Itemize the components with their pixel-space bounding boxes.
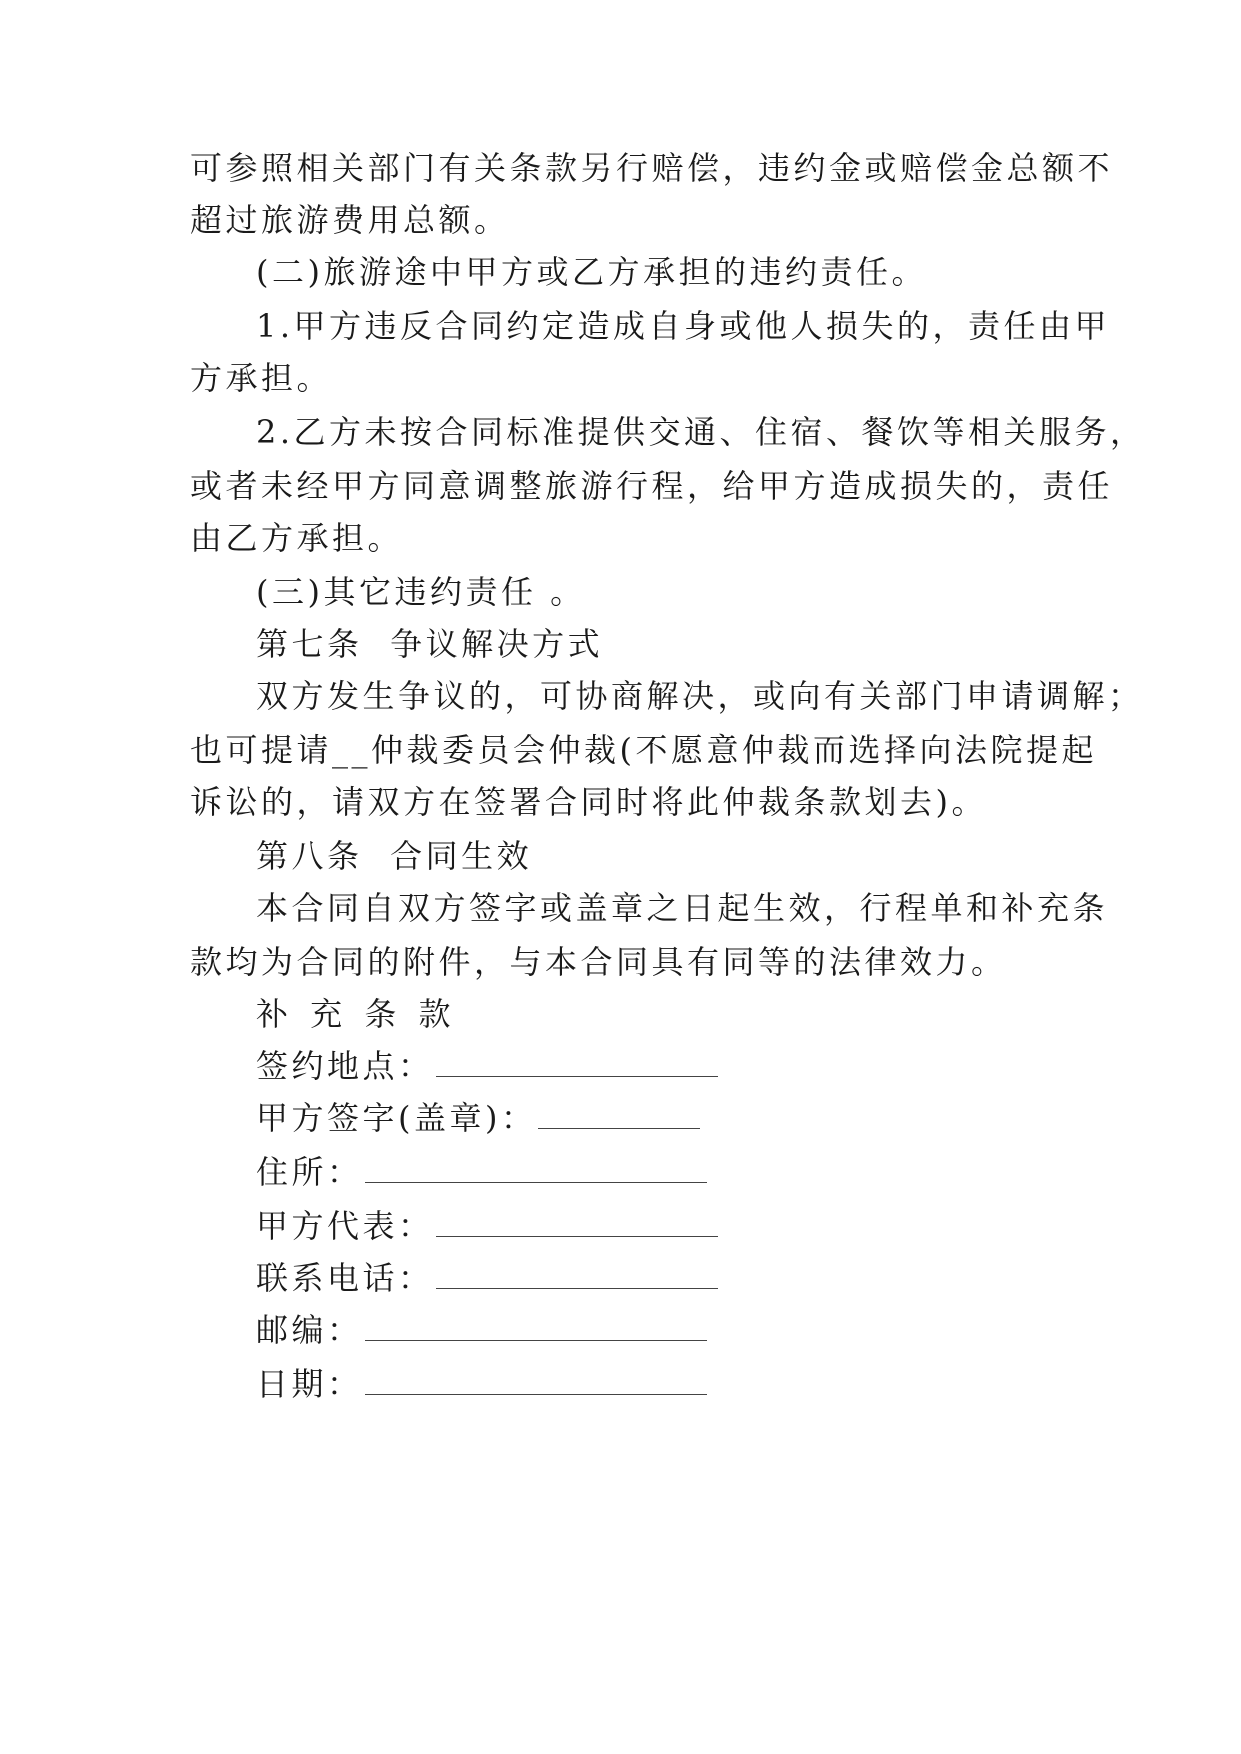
field-label: 甲方签字(盖章)： bbox=[256, 1099, 537, 1137]
signing-place-blank[interactable] bbox=[436, 1046, 718, 1077]
field-label: 甲方代表： bbox=[256, 1207, 434, 1245]
section-heading: (三)其它违约责任 。 bbox=[256, 573, 586, 611]
party-a-signature-blank[interactable] bbox=[538, 1098, 700, 1129]
paragraph-line: 诉讼的，请双方在签署合同时将此仲裁条款划去)。 bbox=[190, 783, 987, 821]
paragraph-line: 双方发生争议的，可协商解决，或向有关部门申请调解； bbox=[256, 677, 1144, 715]
section-heading: (二)旅游途中甲方或乙方承担的违约责任。 bbox=[256, 253, 927, 291]
field-label: 日期： bbox=[256, 1365, 363, 1403]
field-label: 邮编： bbox=[256, 1311, 363, 1349]
date-blank[interactable] bbox=[365, 1364, 707, 1395]
paragraph-line: 可参照相关部门有关条款另行赔偿，违约金或赔偿金总额不 bbox=[190, 149, 1114, 187]
postcode-blank[interactable] bbox=[365, 1310, 707, 1341]
paragraph-line: 款均为合同的附件，与本合同具有同等的法律效力。 bbox=[190, 943, 1007, 981]
field-label: 联系电话： bbox=[256, 1259, 434, 1297]
signing-place-field bbox=[256, 1046, 1116, 1086]
field-label: 签约地点： bbox=[256, 1047, 434, 1085]
party-a-representative-blank[interactable] bbox=[436, 1206, 718, 1237]
paragraph-line: 超过旅游费用总额。 bbox=[190, 201, 510, 239]
supplementary-heading: 补 充 条 款 bbox=[256, 995, 457, 1033]
field-label: 住所： bbox=[256, 1153, 363, 1191]
article-heading: 第八条 合同生效 bbox=[256, 837, 533, 875]
paragraph-line: 也可提请__仲裁委员会仲裁(不愿意仲裁而选择向法院提起 bbox=[190, 731, 1097, 769]
paragraph-line: 或者未经甲方同意调整旅游行程，给甲方造成损失的，责任 bbox=[190, 467, 1114, 505]
address-field bbox=[256, 1152, 1116, 1192]
article-heading: 第七条 争议解决方式 bbox=[256, 625, 604, 663]
paragraph-line: 2.乙方未按合同标准提供交通、住宿、餐饮等相关服务， bbox=[256, 413, 1146, 451]
party-a-signature-field bbox=[256, 1098, 1116, 1138]
date-field bbox=[256, 1364, 1116, 1404]
phone-field bbox=[256, 1258, 1116, 1298]
postcode-field bbox=[256, 1310, 1116, 1350]
address-blank[interactable] bbox=[365, 1152, 707, 1183]
paragraph-line: 本合同自双方签字或盖章之日起生效，行程单和补充条 bbox=[256, 889, 1109, 927]
phone-blank[interactable] bbox=[436, 1258, 718, 1289]
paragraph-line: 方承担。 bbox=[190, 359, 333, 397]
paragraph-line: 由乙方承担。 bbox=[190, 519, 404, 557]
party-a-representative-field bbox=[256, 1206, 1116, 1246]
paragraph-line: 1.甲方违反合同约定造成自身或他人损失的，责任由甲 bbox=[256, 307, 1111, 345]
